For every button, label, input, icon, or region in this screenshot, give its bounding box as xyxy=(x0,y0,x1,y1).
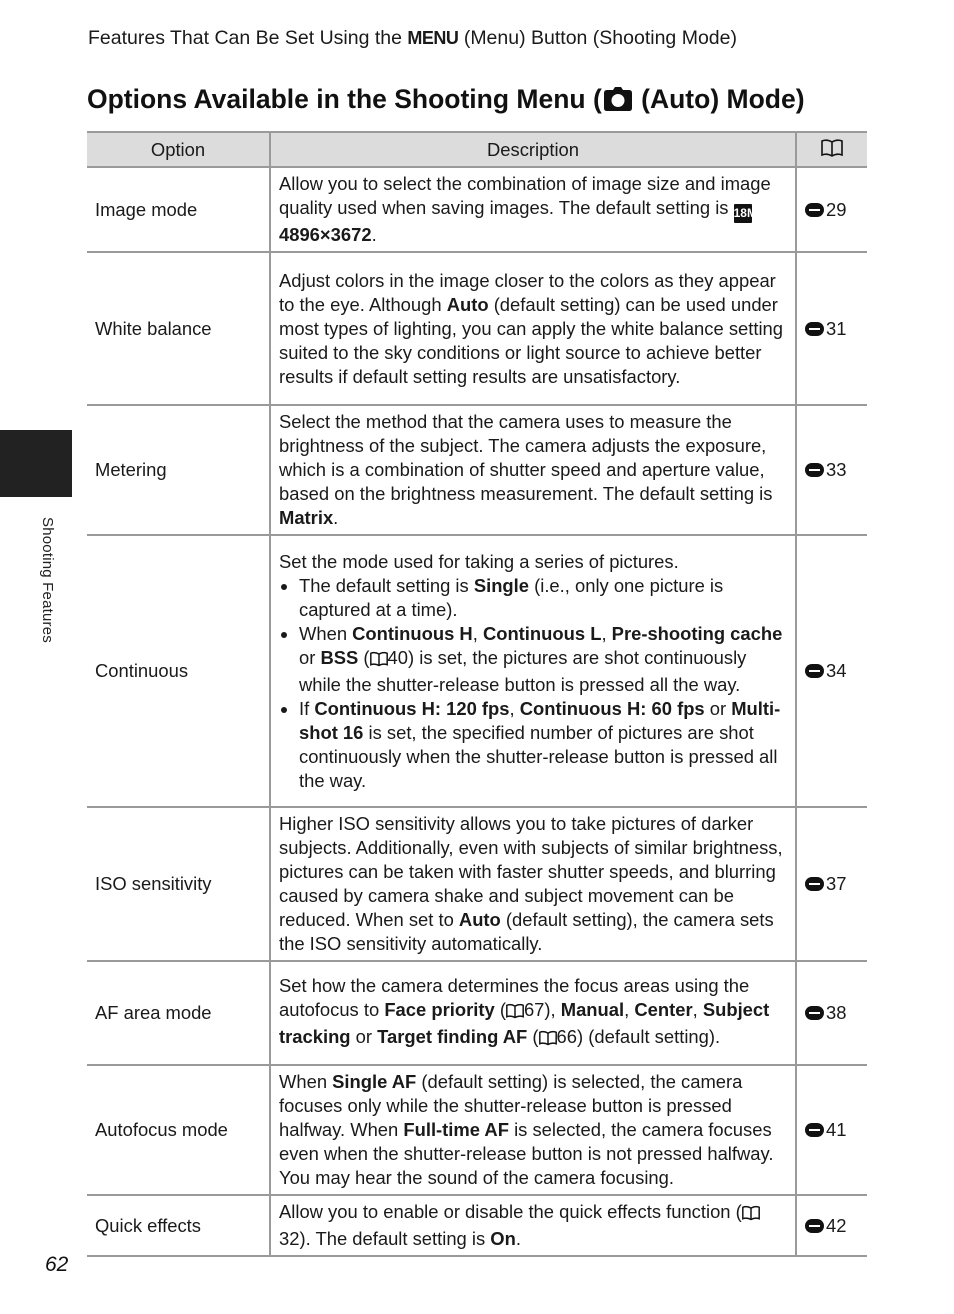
reference-page: 29 xyxy=(826,198,847,220)
reference-section-icon xyxy=(805,877,824,891)
title-before: Options Available in the Shooting Menu ( xyxy=(87,84,602,114)
option-cell: ISO sensitivity xyxy=(87,807,270,961)
reference-page: 38 xyxy=(826,1002,847,1023)
description-cell xyxy=(270,405,796,535)
page-number: 62 xyxy=(45,1253,69,1276)
description-cell: When Single AF (default setting) is selected, the camera focuses only while the shutter-release button is pressed halfway. When Full-time AF is selected, the camera focuses even when the shutter-release button is not pressed halfway. You may hear the sound of the camera focusing. xyxy=(270,1065,796,1195)
reference-section-icon xyxy=(805,1006,824,1020)
desc-bullet-list xyxy=(279,574,787,793)
book-reference-icon xyxy=(506,1001,524,1025)
table-header-row xyxy=(87,132,867,167)
book-reference-icon xyxy=(370,649,388,673)
option-cell: Quick effects xyxy=(87,1195,270,1256)
reference-cell xyxy=(796,405,867,535)
desc-intro: Set the mode used for taking a series of pictures. xyxy=(279,550,679,572)
desc-text: Allow you to select the combination of image size and image quality used when saving images. The default setting is xyxy=(279,173,771,218)
desc-text: Adjust colors in the image closer to the colors as they appear to the eye. Although xyxy=(279,269,776,315)
book-reference-icon xyxy=(539,1028,557,1052)
table-row xyxy=(87,1195,867,1256)
description-cell xyxy=(270,807,796,961)
book-reference-icon xyxy=(821,139,843,163)
menu-button-icon: MENU xyxy=(407,28,459,48)
description-cell xyxy=(270,535,796,807)
reference-page: 42 xyxy=(826,1214,847,1236)
description-cell: Set how the camera determines the focus areas using the autofocus to Face priority ( 67), Manual, Center, Subject tracking or Target finding AF ( 66) (default setting). xyxy=(270,961,796,1065)
reference-page: 31 xyxy=(826,317,847,339)
option-cell: Metering xyxy=(87,405,270,535)
reference-section-icon xyxy=(805,322,824,336)
desc-text: . xyxy=(333,507,339,528)
description-cell xyxy=(270,167,796,252)
option-cell: Autofocus mode xyxy=(87,1065,270,1195)
reference-section-icon xyxy=(805,664,824,678)
desc-text: (default setting), the camera sets the ISO sensitivity automatically. xyxy=(279,909,774,954)
camera-auto-icon xyxy=(604,87,632,118)
table-row xyxy=(87,1065,867,1195)
reference-column-header xyxy=(796,132,867,167)
reference-cell xyxy=(796,1195,867,1256)
desc-bold: 4896×3672 xyxy=(279,224,372,245)
table-row xyxy=(87,807,867,961)
desc-bold: Auto xyxy=(458,909,501,930)
reference-cell xyxy=(796,167,867,252)
reference-cell xyxy=(796,807,867,961)
options-table xyxy=(87,131,867,1257)
desc-text: Higher ISO sensitivity allows you to take pictures of darker subjects. Additionally, even with subjects of similar brightness, pictures can be taken with faster shutter speeds, and blurring caused by camera shake and subject movement can be reduced. When set to xyxy=(279,813,783,930)
desc-text: Select the method that the camera uses to measure the brightness of the subject. The camera adjusts the exposure, which is a combination of shutter speed and aperture value, based on the brightness measurement. The default setting is xyxy=(279,411,773,504)
chapter-tab xyxy=(0,430,72,497)
reference-section-icon xyxy=(805,463,824,477)
reference-page: 37 xyxy=(826,873,847,894)
page-title xyxy=(87,84,805,118)
option-cell: Continuous xyxy=(87,535,270,807)
desc-text: . xyxy=(371,224,377,245)
reference-section-icon xyxy=(805,1219,824,1233)
reference-cell xyxy=(796,1065,867,1195)
option-cell: Image mode xyxy=(87,167,270,252)
list-item: • When Continuous H, Continuous L, Pre-shooting cache or BSS ( 40) is set, the pictures are shot continuously while the shutter-release button is pressed all the way. xyxy=(299,622,787,697)
table-row xyxy=(87,535,867,807)
reference-page: 41 xyxy=(826,1119,847,1140)
description-cell: Allow you to enable or disable the quick effects function (32). The default setting is On. xyxy=(270,1195,796,1256)
desc-bold: Auto xyxy=(446,293,489,315)
reference-section-icon xyxy=(805,203,824,217)
description-cell xyxy=(270,252,796,405)
image-mode-icon: 18M xyxy=(734,204,752,223)
title-after: (Auto) Mode) xyxy=(633,84,805,114)
reference-page: 34 xyxy=(826,660,847,681)
desc-text: (default setting) can be used under most types of lighting, you can apply the white balance setting suited to the sky conditions or light source to achieve better results if default setting results are unsatisfactory. xyxy=(279,293,784,387)
desc-bold: Matrix xyxy=(279,507,334,528)
description-column-header: Description xyxy=(270,132,796,167)
option-cell: White balance xyxy=(87,252,270,405)
list-item: • If Continuous H: 120 fps, Continuous H: 60 fps or Multi-shot 16 is set, the specified number of pictures are shot continuously when the shutter-release button is pressed all the way. xyxy=(299,697,787,793)
header-prefix: Features That Can Be Set Using the xyxy=(88,27,408,49)
table-row xyxy=(87,961,867,1065)
reference-cell xyxy=(796,961,867,1065)
book-reference-icon xyxy=(742,1203,760,1227)
running-header xyxy=(88,27,737,50)
reference-cell xyxy=(796,535,867,807)
reference-cell xyxy=(796,252,867,405)
table-row xyxy=(87,167,867,252)
reference-page: 33 xyxy=(826,459,847,480)
header-suffix: (Menu) Button (Shooting Mode) xyxy=(458,27,737,49)
table-row xyxy=(87,252,867,405)
option-column-header: Option xyxy=(87,132,270,167)
chapter-label: Shooting Features xyxy=(39,517,56,643)
option-cell: AF area mode xyxy=(87,961,270,1065)
reference-section-icon xyxy=(805,1123,824,1137)
list-item: • The default setting is Single (i.e., only one picture is captured at a time). xyxy=(299,574,787,622)
table-row xyxy=(87,405,867,535)
